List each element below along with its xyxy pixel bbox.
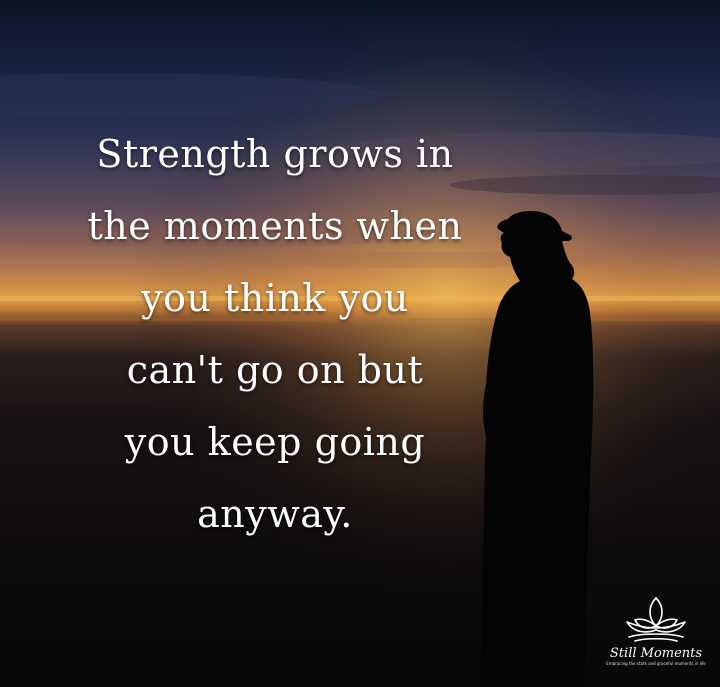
- lotus-icon: [619, 596, 693, 644]
- logo-name: Still Moments: [609, 646, 703, 661]
- quote-line: you think you: [141, 276, 409, 320]
- quote-line: anyway.: [197, 492, 353, 536]
- still-moments-logo: [596, 596, 716, 680]
- quote-line: you keep going: [124, 420, 426, 464]
- quote-line: can't go on but: [126, 348, 424, 392]
- quote-line: Strength grows in: [96, 132, 454, 176]
- quote-line: the moments when: [87, 204, 463, 248]
- logo-tagline: Embracing the stark and graceful moments in life: [606, 661, 706, 666]
- quote-text: [40, 118, 510, 550]
